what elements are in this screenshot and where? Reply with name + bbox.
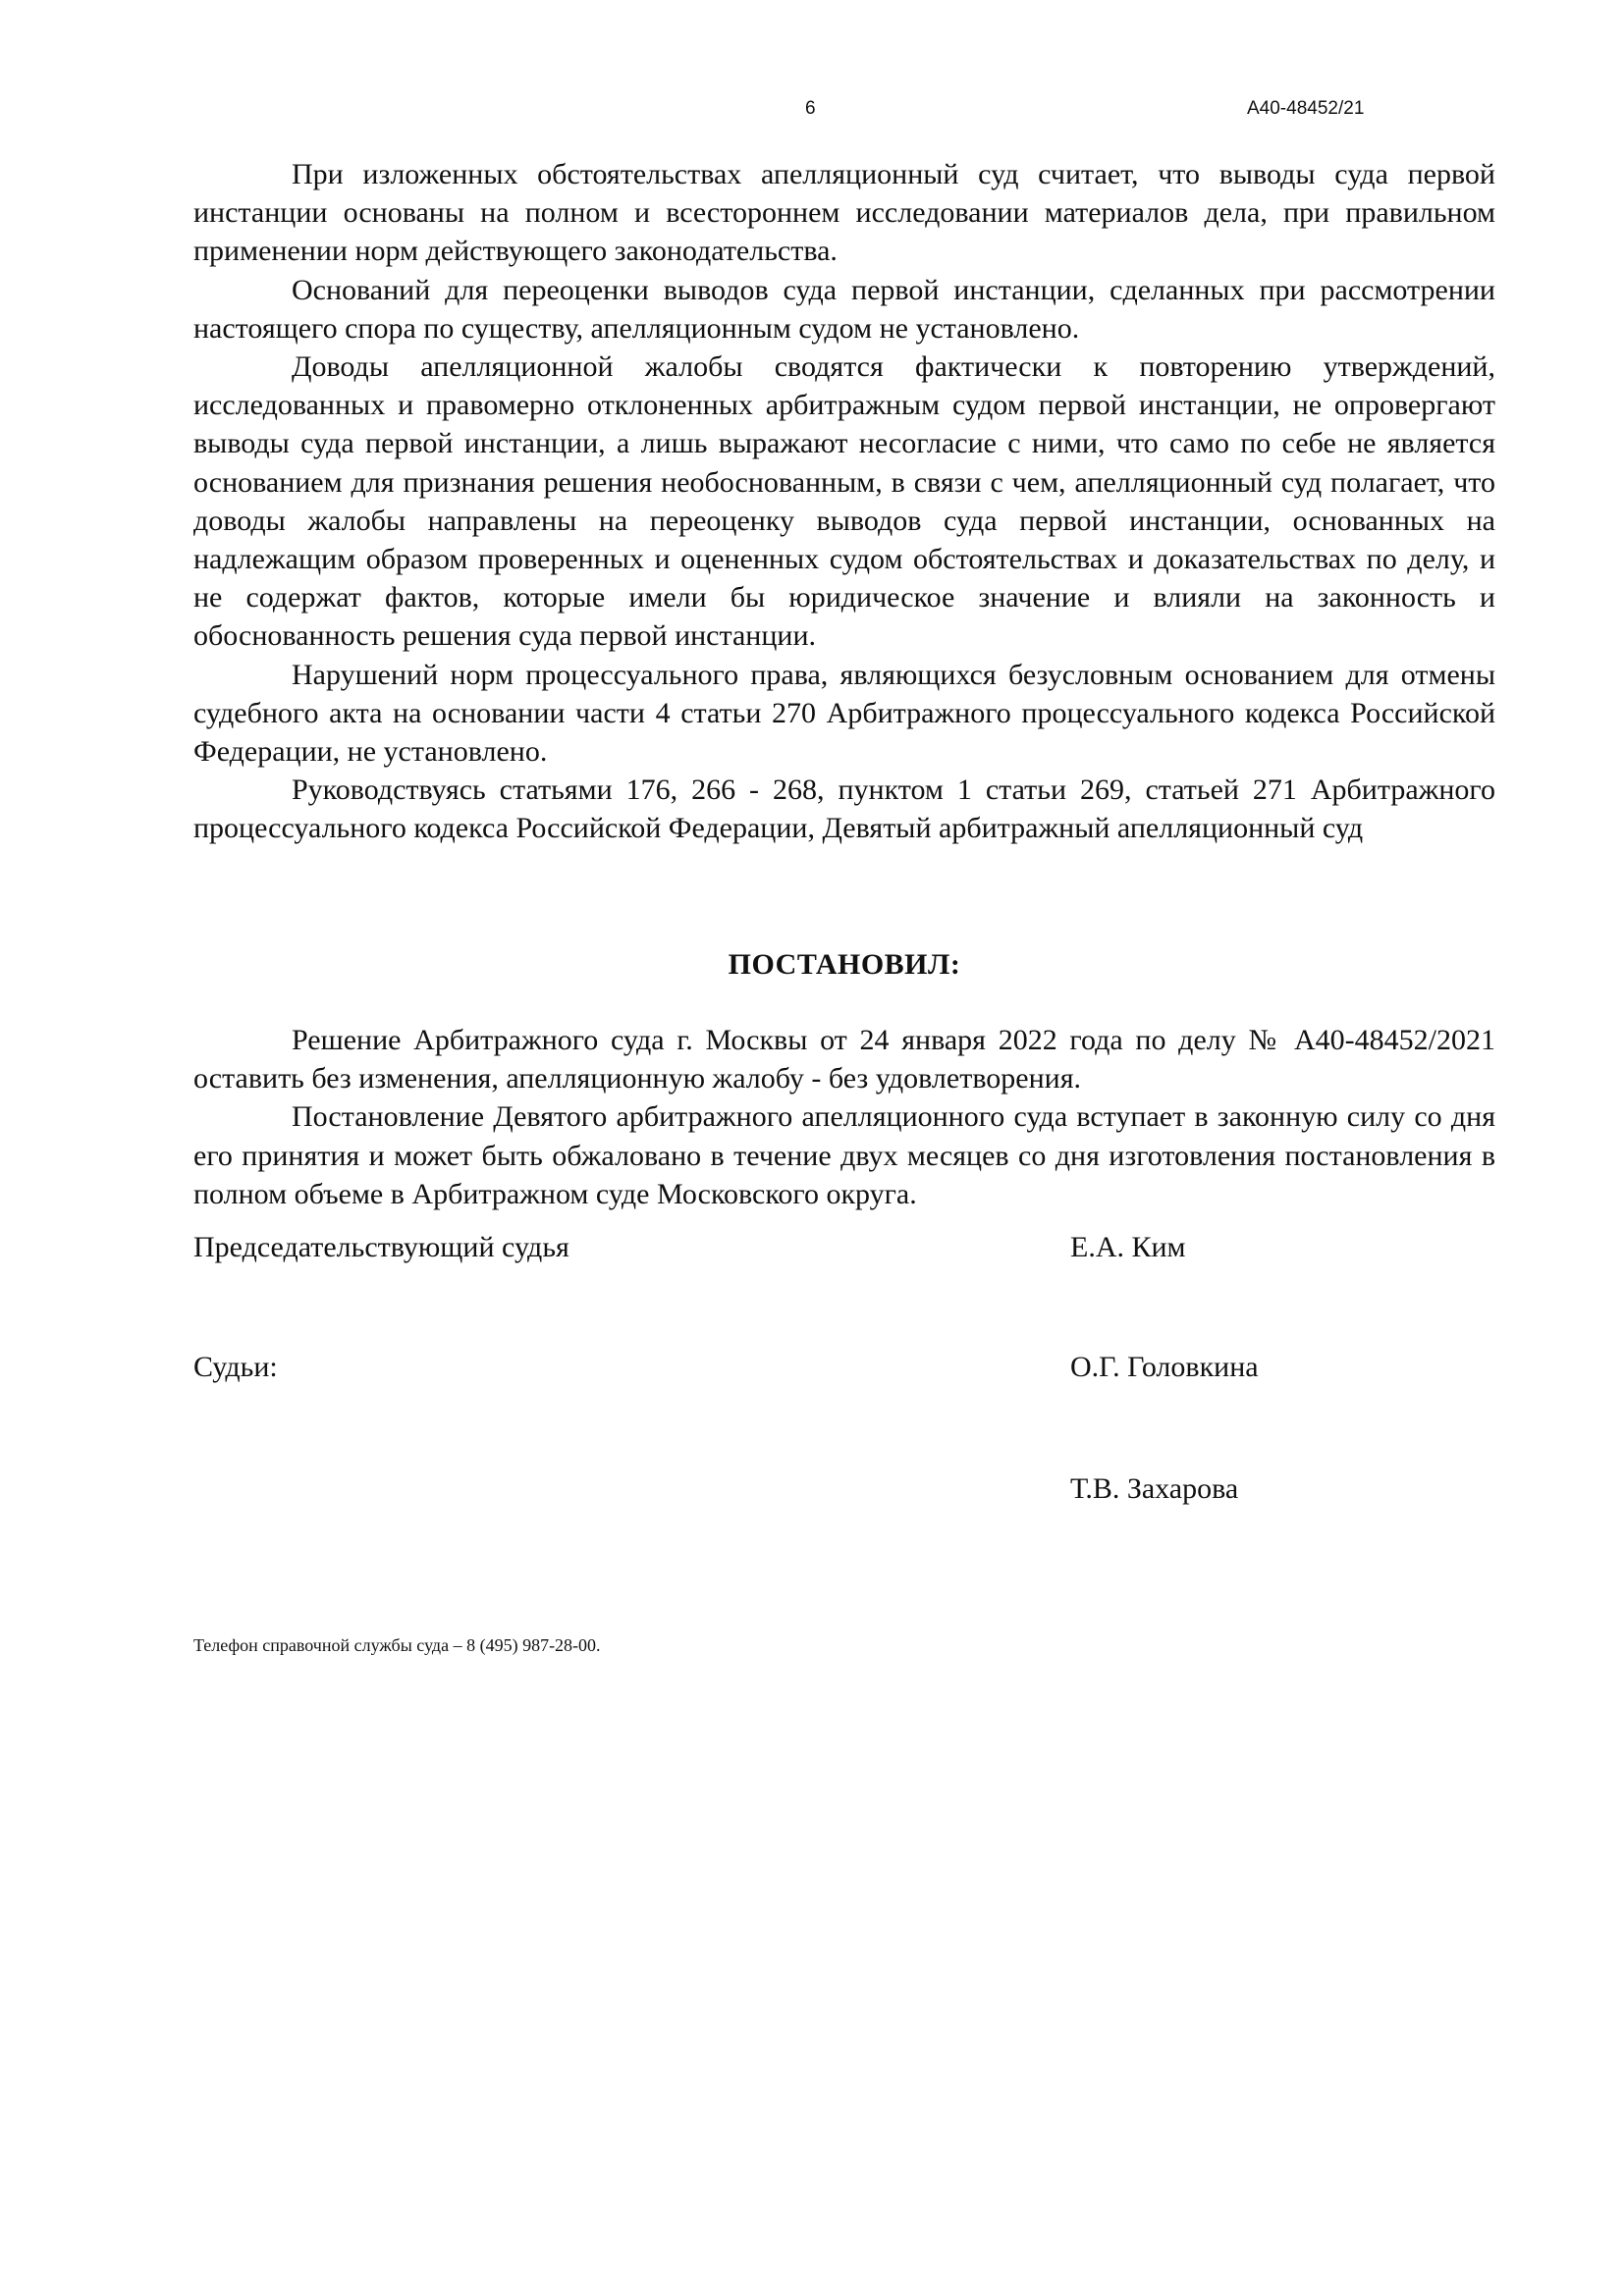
- judge-name-1: О.Г. Головкина: [1070, 1351, 1259, 1383]
- presiding-judge-name: Е.А. Ким: [1070, 1231, 1186, 1263]
- court-phone-note: Телефон справочной службы суда – 8 (495) 987-28-00.: [193, 1635, 601, 1655]
- paragraph-appeal-arguments: Доводы апелляционной жалобы сводятся фактически к повторению утверждений, исследованных и правомерно отклоненных арбитражным судом первой инстанции, не опровергают выводы суда первой инстанции, а лишь выражают несогласие с ними, что само по себе не является основанием для признания решения необоснованным, в связи с чем, апелляционный суд полагает, что доводы жалобы направлены на переоценку выводов суда первой инстанции, основанных на надлежащим образом проверенных и оцененных судом обстоятельствах и доказательствах по делу, и не содержат фактов, которые имели бы юридическое значение и влияли на законность и обоснованность решения суда первой инстанции.: [193, 350, 1495, 653]
- resolution-decision: Решение Арбитражного суда г. Москвы от 24 января 2022 года по делу № А40-48452/2021 оставить без изменения, апелляционную жалобу - без удовлетворения.: [193, 1024, 1495, 1095]
- paragraph-conclusion: При изложенных обстоятельствах апелляционный суд считает, что выводы суда первой инстанции основаны на полном и всестороннем исследовании материалов дела, при правильном применении норм действующего законодательства.: [193, 158, 1495, 268]
- judges-label: Судьи:: [193, 1351, 278, 1383]
- paragraph-no-grounds: Оснований для переоценки выводов суда первой инстанции, сделанных при рассмотрении настоящего спора по существу, апелляционным судом не установлено.: [193, 273, 1495, 345]
- resolution-text: [193, 1021, 1495, 1213]
- judge-name-2: Т.В. Захарова: [1070, 1472, 1239, 1505]
- paragraph-legal-basis: Руководствуясь статьями 176, 266 - 268, пунктом 1 статьи 269, статьей 271 Арбитражного процессуального кодекса Российской Федерации, Девятый арбитражный апелляционный суд: [193, 774, 1495, 845]
- ruling-heading: ПОСТАНОВИЛ:: [728, 948, 961, 981]
- presiding-judge-label: Председательствующий судья: [193, 1231, 569, 1263]
- resolution-effect: Постановление Девятого арбитражного апелляционного суда вступает в законную силу со дня его принятия и может быть обжаловано в течение двух месяцев со дня изготовления постановления в полном объеме в Арбитражном суде Московского округа.: [193, 1100, 1495, 1210]
- body-text: [193, 155, 1495, 848]
- case-number: А40-48452/21: [1247, 98, 1365, 119]
- paragraph-procedural-violations: Нарушений норм процессуального права, являющихся безусловным основанием для отмены судебного акта на основании части 4 статьи 270 Арбитражного процессуального кодекса Российской Федерации, не установлено.: [193, 658, 1495, 769]
- page-number: 6: [805, 98, 816, 119]
